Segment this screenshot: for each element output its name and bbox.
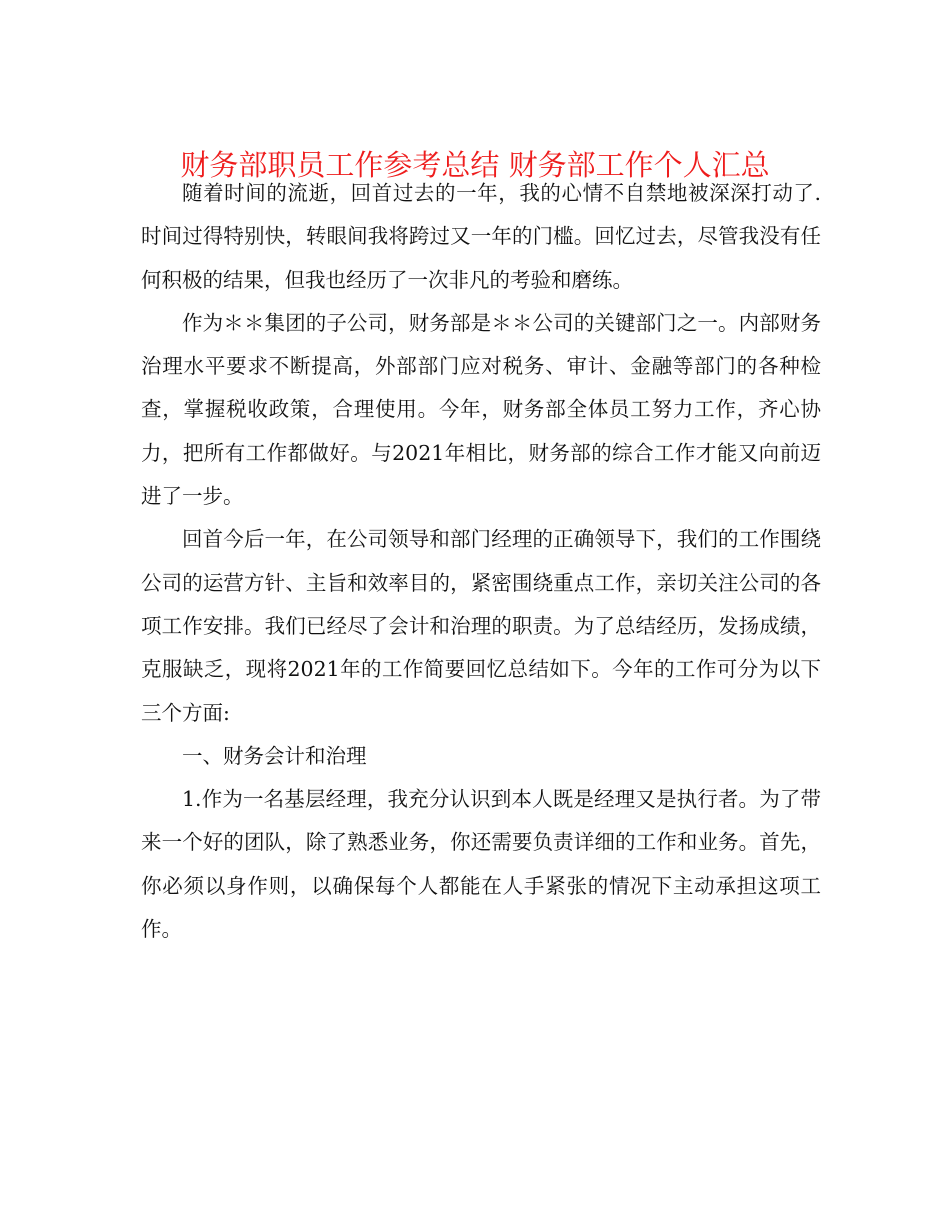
paragraph-intro: 随着时间的流逝，回首过去的一年，我的心情不自禁地被深深打动了.时间过得特别快，转眼间我将跨过又一年的门槛。回忆过去，尽管我没有任何积极的结果，但我也经历了一次非凡的考验和磨练。	[141, 181, 821, 292]
document-title: 财务部职员工作参考总结 财务部工作个人汇总	[180, 148, 770, 183]
document-body	[141, 172, 821, 951]
paragraph-review: 回首今后一年，在公司领导和部门经理的正确领导下，我们的工作围绕公司的运营方针、主旨和效率目的，紧密围绕重点工作，亲切关注公司的各项工作安排。我们已经尽了会计和治理的职责。为了总结经历，发扬成绩，克服缺乏，现将2021年的工作简要回忆总结如下。今年的工作可分为以下三个方面:	[141, 527, 821, 725]
paragraph-department: 作为＊＊集团的子公司，财务部是＊＊公司的关键部门之一。内部财务治理水平要求不断提高，外部部门应对税务、审计、金融等部门的各种检查，掌握税收政策，合理使用。今年，财务部全体员工努力工作，齐心协力，把所有工作都做好。与2021年相比，财务部的综合工作才能又向前迈进了一步。	[141, 310, 821, 509]
paragraph-item-1: 1.作为一名基层经理，我充分认识到本人既是经理又是执行者。为了带来一个好的团队，除了熟悉业务，你还需要负责详细的工作和业务。首先，你必须以身作则，以确保每个人都能在人手紧张的情况下主动承担这项工作。	[141, 787, 821, 942]
section-heading-accounting: 一、财务会计和治理	[182, 743, 367, 768]
